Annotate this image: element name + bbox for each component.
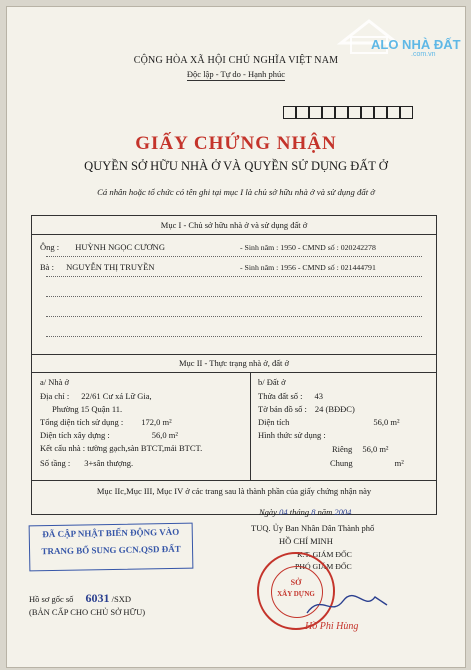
house-address-line2: Phường 15 Quận 11. <box>52 404 123 414</box>
land-usage: Hình thức sử dụng : <box>258 430 326 440</box>
watermark <box>311 7 461 57</box>
issue-date: Ngày 04 tháng 8 năm 2004 <box>259 507 352 517</box>
update-stamp: ĐÃ CẬP NHẬT BIẾN ĐỘNG VÀO TRANG BỔ SUNG GCN.QSD ĐẤT <box>29 523 194 572</box>
watermark-brand: ALO NHÀ ĐẤT <box>371 37 461 52</box>
house-floors: Số tầng : 3+sân thượng. <box>40 458 134 468</box>
house-address: Địa chỉ : 22/61 Cư xá Lữ Gia, <box>40 391 152 401</box>
main-content-box <box>31 215 437 515</box>
nation-title: CỘNG HÒA XÃ HỘI CHỦ NGHĨA VIỆT NAM <box>133 55 339 66</box>
section2-heading: Mục II - Thực trạng nhà ở, đất ở <box>179 358 289 368</box>
owner-copy-note: (BẢN CẤP CHO CHỦ SỞ HỮU) <box>29 607 146 617</box>
land-area: Diện tích 56,0 m² <box>258 417 400 427</box>
signing-role: K.T. GIÁM ĐỐC <box>297 550 352 559</box>
certificate-page <box>6 6 466 668</box>
record-number: Hồ sơ gốc số 6031 /SXD <box>29 591 132 605</box>
signer-name: Hồ Phi Hùng <box>305 621 359 632</box>
land-private: Riêng 56,0 m² <box>332 444 389 454</box>
signature-scribble-icon <box>303 587 393 623</box>
certificate-note: Cá nhân hoặc tổ chức có tên ghi tại mục I là chủ sở hữu nhà ở và sử dụng đất ở <box>97 187 375 197</box>
section1-heading: Mục I - Chủ sở hữu nhà ở và sử dụng đất ở <box>160 220 308 230</box>
house-total-area: Tổng diện tích sử dụng : 172,0 m² <box>40 417 172 427</box>
land-label: b/ Đất ở <box>258 377 286 387</box>
house-build-area: Diện tích xây dựng : 56,0 m² <box>40 430 178 440</box>
owner-row: Bà : NGUYỄN THỊ TRUYỀN <box>40 262 155 272</box>
owner-row: Ông : HUỲNH NGỌC CƯƠNG <box>40 242 165 252</box>
certificate-title: GIẤY CHỨNG NHẬN <box>135 133 337 154</box>
house-label: a/ Nhà ở <box>40 377 70 387</box>
owner-birth-id: - Sinh năm : 1950 - CMND số : 020242278 <box>240 243 376 252</box>
land-plot: Thửa đất số : 43 <box>258 391 324 401</box>
land-shared: Chung m² <box>330 458 404 468</box>
motto: Độc lập - Tự do - Hạnh phúc <box>186 69 286 79</box>
certificate-subtitle: QUYỀN SỞ HỮU NHÀ Ở VÀ QUYỀN SỬ DỤNG ĐẤT Ở <box>84 159 388 173</box>
watermark-site: .com.vn <box>411 51 436 58</box>
signing-role-deputy: PHÓ GIÁM ĐỐC <box>295 562 352 571</box>
land-map: Tờ bản đồ số : 24 (BĐĐC) <box>258 404 355 414</box>
footer-note: Mục IIc,Mục III, Mục IV ở các trang sau là thành phần của giấy chứng nhận này <box>96 486 372 496</box>
signing-city: HỒ CHÍ MINH <box>279 536 333 546</box>
signing-org: TUQ. Ủy Ban Nhân Dân Thành phố <box>251 523 375 533</box>
owner-birth-id: - Sinh năm : 1956 - CMND số : 021444791 <box>240 263 376 272</box>
house-structure: Kết cấu nhà : tường gạch,sàn BTCT,mái BTCT. <box>40 443 203 453</box>
official-seal: SỞ XÂY DỰNG <box>257 552 335 630</box>
